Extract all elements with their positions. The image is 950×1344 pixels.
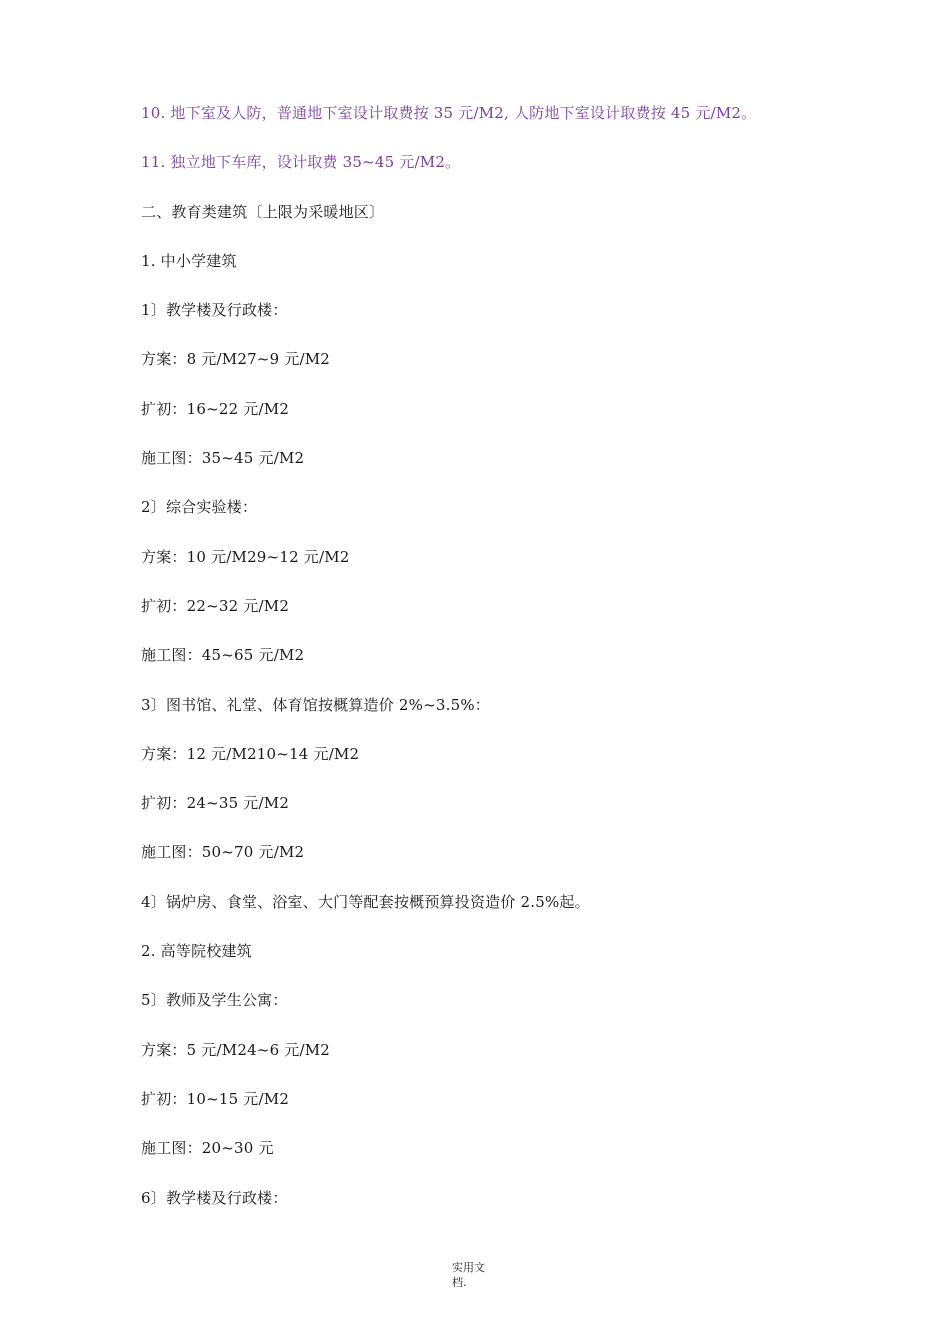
item-teaching-admin-higher: 6〕教学楼及行政楼： (141, 1188, 288, 1207)
item-apartments: 5〕教师及学生公寓： (141, 991, 288, 1010)
page-footer: 实用文 档. (452, 1261, 485, 1289)
fee-scheme: 方案：10 元/M29~12 元/M2 (141, 547, 350, 566)
item-ancillary-facilities: 4〕锅炉房、食堂、浴室、大门等配套按概预算投资造价 2.5%起。 (141, 892, 590, 911)
fee-scheme: 方案：5 元/M24~6 元/M2 (141, 1040, 331, 1059)
item-10-basement-fee: 10. 地下室及人防，普通地下室设计取费按 35 元/M2, 人防地下室设计取费按 45 元/M2。 (141, 104, 757, 122)
document-body (141, 100, 861, 1234)
fee-preliminary: 扩初：24~35 元/M2 (141, 794, 290, 813)
subsection-higher-education: 2. 高等院校建筑 (141, 942, 252, 961)
fee-construction: 施工图：35~45 元/M2 (141, 449, 305, 468)
section-heading-education: 二、教育类建筑〔上限为采暖地区〕 (141, 202, 385, 221)
fee-scheme: 方案：12 元/M210~14 元/M2 (141, 744, 360, 763)
item-teaching-admin: 1〕教学楼及行政楼： (141, 301, 288, 320)
fee-preliminary: 扩初：10~15 元/M2 (141, 1089, 290, 1108)
fee-construction: 施工图：50~70 元/M2 (141, 843, 305, 862)
fee-preliminary: 扩初：16~22 元/M2 (141, 399, 290, 418)
item-library-hall-gym: 3〕图书馆、礼堂、体育馆按概算造价 2%~3.5%： (141, 695, 490, 714)
item-lab-building: 2〕综合实验楼： (141, 498, 258, 517)
fee-construction: 施工图：45~65 元/M2 (141, 646, 305, 665)
fee-scheme: 方案：8 元/M27~9 元/M2 (141, 350, 331, 369)
fee-construction: 施工图：20~30 元 (141, 1139, 274, 1158)
item-11-garage-fee: 11. 独立地下车库，设计取费 35~45 元/M2。 (141, 153, 461, 172)
subsection-primary-secondary: 1. 中小学建筑 (141, 251, 237, 270)
fee-preliminary: 扩初：22~32 元/M2 (141, 596, 290, 615)
